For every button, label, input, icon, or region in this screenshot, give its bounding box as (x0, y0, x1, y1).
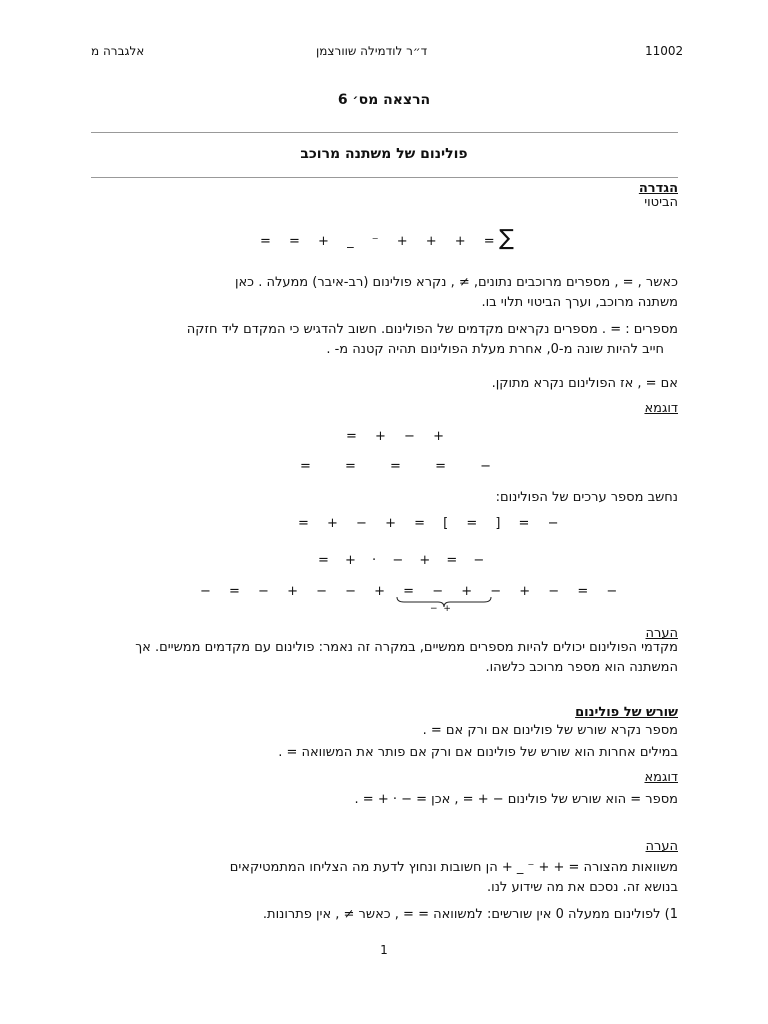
example1-line3: = + − + = [ = ] = − (298, 516, 559, 531)
example1-line2: = = = = − (300, 459, 491, 474)
lecture-title: הרצאה מס׳ 6 (337, 92, 431, 108)
example1-line5: − = − + − − + = − + − + − = − (200, 584, 618, 599)
root-line2: במילים אחרות הוא שורש של פולינום אם ורק אם פותר את המשוואה = . (278, 745, 678, 760)
brace-label: − + (430, 604, 451, 614)
remark2-heading: הערה (645, 839, 678, 854)
bottom-rule (91, 177, 678, 178)
section-title: פולינום של משתנה מרוכב (300, 146, 468, 162)
course-number: 11002 (645, 44, 684, 58)
top-rule (91, 132, 678, 133)
example1-line1: = + − + (346, 429, 444, 444)
definition-para2: מספרים : = . מספרים נקראים מקדמים של הפולינום. חשוב להדגיש כי המקדם ליד חזקה חייב להיות שונה מ-0, אחרת מעלת הפולינום תהיה קטנה מ- . (186, 322, 678, 357)
definition-para3: אם = , אז הפולינום נקרא מתוקן. (491, 376, 678, 391)
remark2-body: משוואות מהצורה = + + ⁻ _ + הן חשובות ונחוץ לדעת מה הצליחו המתמטיקאים בנושא זה. נסכם את מה שידוע לנו. (229, 860, 678, 895)
definition-intro: הביטוי (644, 195, 678, 210)
polynomial-formula: = = + _ ⁻ + + + = (260, 234, 495, 249)
example1-heading: דוגמא (644, 401, 678, 416)
remark2-item1: 1) לפולינום ממעלה 0 אין שורשים: למשוואה = = , כאשר ≠ , אין פתרונות. (262, 907, 678, 922)
course-name: אלגברה מ (91, 44, 145, 58)
example2-heading: דוגמא (644, 770, 678, 785)
definition-para1: כאשר , = , מספרים מרוכבים נתונים, ≠ , נקרא פולינום (רב-איבר) ממעלה . כאן משתנה מרוכב, וערך הביטוי תלוי בו. (234, 275, 678, 310)
example1-line4: = + · − + = − (318, 553, 485, 568)
sigma-symbol: ∑ (499, 226, 514, 251)
root-heading: שורש של פולינום (575, 705, 678, 720)
example2-line1: מספר = הוא שורש של פולינום − + = , אכן = − · + = . (354, 792, 678, 807)
lecturer-name: ד״ר לודמילה שוורצמן (316, 44, 428, 58)
root-line1: מספר נקרא שורש של פולינום אם ורק אם = . (422, 723, 678, 738)
definition-heading: הגדרה (638, 181, 678, 196)
page-number: 1 (380, 943, 388, 957)
example1-compute-intro: נחשב מספר ערכים של הפולינום: (495, 490, 678, 505)
remark1-body: מקדמי הפולינום יכולים להיות מספרים ממשיים, במקרה זה נאמר: פולינום עם מקדמים ממשיים. אך המשתנה הוא מספר מרוכב כלשהו. (135, 640, 678, 675)
remark1-heading: הערה (645, 626, 678, 641)
